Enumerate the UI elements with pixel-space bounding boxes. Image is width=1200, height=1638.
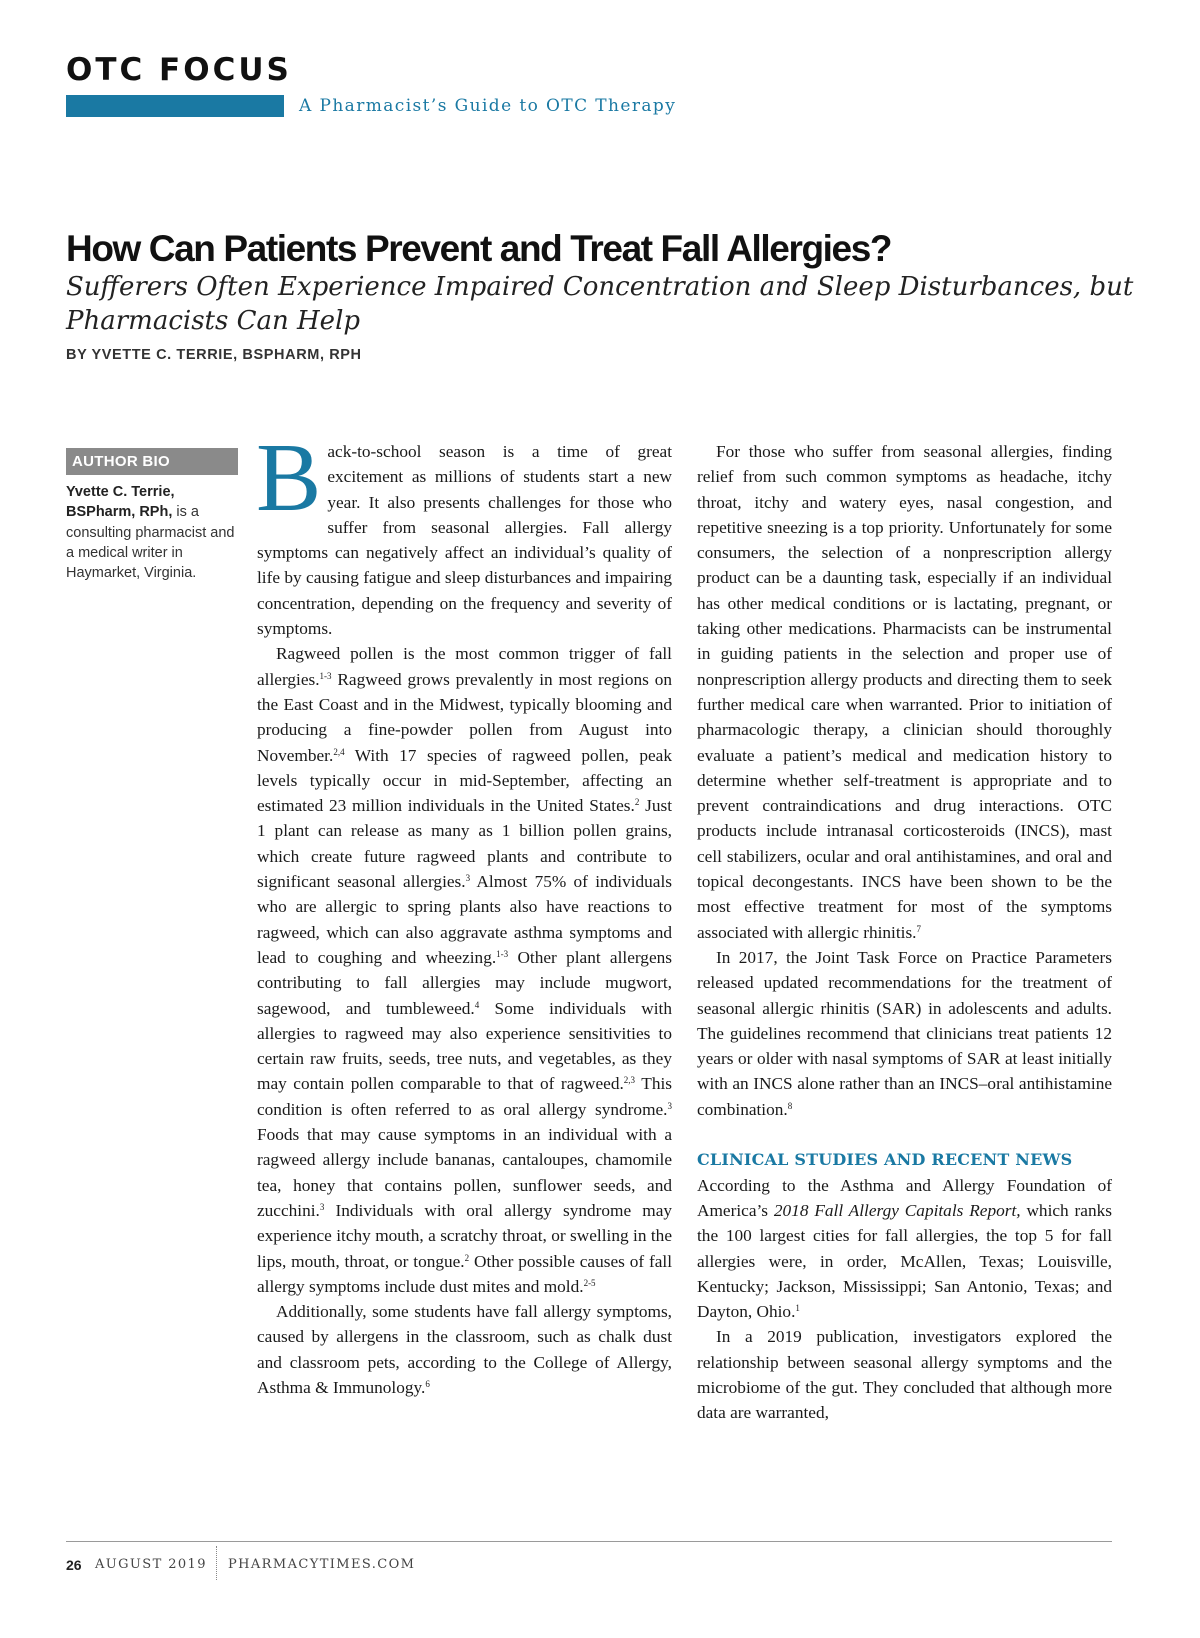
body-column-1 <box>256 424 673 1400</box>
issue-date: AUGUST 2019 <box>95 1557 207 1572</box>
page-number: 26 <box>66 1557 82 1573</box>
citation-superscript: 2-5 <box>583 1277 596 1288</box>
paragraph-text: Other possible causes of fall allergy symptoms include dust mites and mold. <box>257 1251 673 1296</box>
body-paragraph-6 <box>697 1173 1112 1325</box>
citation-superscript: 1-3 <box>319 670 332 681</box>
drop-cap: B <box>256 424 322 532</box>
citation-superscript: 2,3 <box>623 1075 636 1086</box>
paragraph-text: With 17 species of ragweed pollen, peak levels typically occur in mid-September, affecting an estimated 23 million individuals in the United States. <box>257 745 672 816</box>
body-paragraph-2 <box>257 641 672 1299</box>
section-heading: CLINICAL STUDIES AND RECENT NEWS <box>697 1150 1073 1170</box>
paragraph-text: ack-to-school season is a time of great excitement as millions of students start a new year. It also presents challenges for those who suffer from seasonal allergies. Fall allergy symptoms can negatively affect an individual’s quality of life by causing fatigue and sleep disturbances and impairing concentration, depending on the frequency and severity of symptoms. <box>257 442 672 639</box>
report-title: 2018 Fall Allergy Capitals Report, <box>773 1200 1021 1220</box>
body-paragraph-7 <box>697 1324 1112 1425</box>
paragraph-text: Individuals with oral allergy syndrome may experience itchy mouth, a scratchy throat, or swelling in the lips, mouth, throat, or tongue. <box>257 1200 672 1271</box>
paragraph-text: Foods that may cause symptoms in an individual with a ragweed allergy include bananas, cantaloupes, chamomile tea, honey that contains pollen, sunflower seeds, and zucchini. <box>257 1125 672 1220</box>
body-column-2 <box>697 439 1112 1426</box>
paragraph-text: Other plant allergens contributing to fall allergies may include mugwort, sagewood, and tumbleweed. <box>257 947 672 1018</box>
citation-superscript: 3 <box>667 1100 672 1111</box>
paragraph-text: For those who suffer from seasonal allergies, finding relief from such common symptoms as headache, itchy throat, itchy and watery eyes, nasal congestion, and repetitive sneezing is a top priority. Unfortunately for some consumers, the selection of a nonprescription allergy product can be a daunting task, especially if an individual has other medical conditions or is lactating, pregnant, or taking other medications. Pharmacists can be instrumental in guiding patients in the selection and proper use of nonprescription allergy products and directing them to seek further medical care when warranted. Prior to initiation of pharmacologic therapy, a clinician should thoroughly evaluate a patient’s medical and medication history to determine whether self-treatment is appropriate and to prevent contraindications and drug interactions. OTC products include intranasal corticosteroids (INCS), mast cell stabilizers, ocular and oral antihistamines, and oral and topical decongestants. INCS have been shown to be the most effective treatment for most of the symptoms associated with allergic rhinitis. <box>697 442 1112 942</box>
citation-superscript: 2 <box>634 797 640 808</box>
paragraph-text: Ragweed grows prevalently in most regions on the East Coast and in the Midwest, typically blooming and producing a fine-powder pollen from August into November. <box>257 669 672 765</box>
website-link[interactable]: PHARMACYTIMES.COM <box>228 1557 416 1572</box>
citation-superscript: 8 <box>787 1100 793 1111</box>
section-accent-bar <box>66 95 284 117</box>
author-bio-heading: AUTHOR BIO <box>66 448 238 475</box>
citation-superscript: 3 <box>319 1201 325 1212</box>
section-tagline: A Pharmacist’s Guide to OTC Therapy <box>299 96 677 116</box>
citation-superscript: 1 <box>795 1303 800 1314</box>
body-paragraph-5 <box>697 945 1112 1122</box>
citation-superscript: 7 <box>916 923 921 934</box>
article-headline: How Can Patients Prevent and Treat Fall Allergies? <box>66 228 892 269</box>
paragraph-text: This condition is often referred to as oral allergy syndrome. <box>257 1074 672 1119</box>
paragraph-text: Almost 75% of individuals who are allergic to spring plants also have reactions to ragweed, which can also aggravate asthma symptoms and lead to coughing and wheezing. <box>257 872 672 967</box>
body-paragraph-3 <box>257 1299 672 1400</box>
citation-superscript: 2 <box>464 1252 470 1263</box>
paragraph-text: Ragweed pollen is the most common trigger of fall allergies. <box>257 644 672 689</box>
author-bio-name: Yvette C. Terrie, BSPharm, RPh, <box>66 484 175 521</box>
article-byline: BY YVETTE C. TERRIE, BSPHARM, RPH <box>66 347 362 363</box>
citation-superscript: 3 <box>465 873 471 884</box>
author-bio-text <box>66 482 241 583</box>
footer-rule <box>66 1541 1112 1542</box>
body-paragraph-1 <box>256 424 672 641</box>
paragraph-text: In a 2019 publication, investigators explored the relationship between seasonal allergy symptoms and the microbiome of the gut. They concluded that although more data are warranted, <box>697 1327 1112 1423</box>
citation-superscript: 6 <box>425 1378 430 1389</box>
citation-superscript: 2,4 <box>333 746 345 757</box>
citation-superscript: 1-3 <box>496 948 509 959</box>
section-spacer <box>697 1122 1112 1147</box>
body-paragraph-4 <box>697 439 1112 945</box>
author-bio-description: is a consulting pharmacist and a medical writer in Haymarket, Virginia. <box>66 504 235 582</box>
paragraph-text: Additionally, some students have fall allergy symptoms, caused by allergens in the classroom, such as chalk dust and classroom pets, according to the College of Allergy, Asthma & Immunology. <box>257 1302 672 1397</box>
article-subhead: Sufferers Often Experience Impaired Concentration and Sleep Disturbances, but Pharmacists Can Help <box>66 272 1134 336</box>
paragraph-text: Some individuals with allergies to ragweed may also experience sensitivities to certain raw fruits, seeds, tree nuts, and vegetables, as they may contain pollen comparable to that of ragweed. <box>257 998 672 1094</box>
paragraph-text: which ranks the 100 largest cities for fall allergies, the top 5 for fall allergies were, in order, McAllen, Texas; Louisville, Kentucky; Jackson, Mississippi; San Antonio, Texas; and Dayton, Ohio. <box>697 1200 1112 1322</box>
section-title: OTC FOCUS <box>66 52 292 88</box>
citation-superscript: 4 <box>474 999 480 1010</box>
paragraph-text: According to the Asthma and Allergy Foundation of America’s <box>697 1175 1112 1220</box>
footer-separator <box>216 1546 217 1580</box>
paragraph-text: Just 1 plant can release as many as 1 billion pollen grains, which create future ragweed plants and contribute to significant seasonal allergies. <box>257 796 672 892</box>
paragraph-text: In 2017, the Joint Task Force on Practice Parameters released updated recommendations for the treatment of seasonal allergic rhinitis (SAR) in adolescents and adults. The guidelines recommend that clinicians treat patients 12 years or older with nasal symptoms of SAR at least initially with an INCS alone rather than an INCS–oral antihistamine combination. <box>697 947 1112 1119</box>
